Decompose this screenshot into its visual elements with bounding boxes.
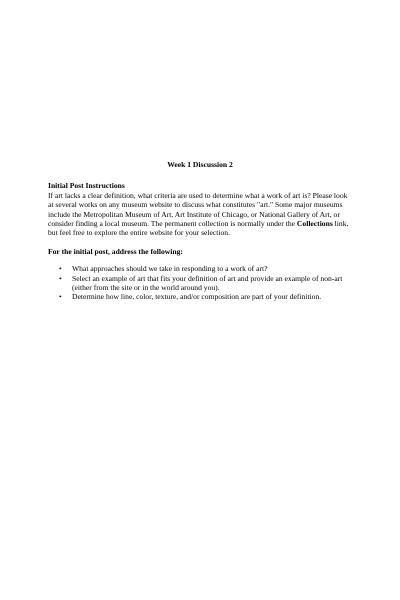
instructions-italic-word: is [302, 190, 308, 200]
instructions-text-part3: link, but feel free to explore the entire website for your selection. [48, 219, 349, 238]
collections-link-text: Collections [296, 219, 333, 229]
document-body [48, 160, 352, 302]
bullet-icon: • [59, 273, 62, 283]
bullet-icon: • [59, 292, 62, 302]
prompt-bullet-item [48, 292, 352, 301]
prompt-bullet-item [48, 264, 352, 273]
document-title: Week 1 Discussion 2 [167, 160, 233, 169]
prompt-bullet-item [48, 274, 352, 293]
bullet-icon: • [59, 264, 62, 274]
instructions-heading: Initial Post Instructions [48, 181, 125, 191]
prompt-bullet-text: Select an example of art that fits your definition of art and provide an example of non-art (either from the site or in the world around you). [72, 273, 343, 293]
prompt-bullet-list [48, 264, 352, 302]
instructions-text-part1: If art lacks a clear definition, what criteria are used to determine what a work of art [48, 190, 303, 200]
prompt-heading: For the initial post, address the following: [48, 246, 183, 256]
prompt-bullet-text: What approaches should we take in responding to a work of art? [72, 264, 268, 274]
instructions-text-part2: ? Please look at several works on any museum website to discuss what constitutes "art." Some major museums include the Metropolitan Museum of Art, Art Institute of Chicago, or National Gallery of Art, or consider finding a local museum. The permanent collection is normally under the [48, 190, 348, 229]
prompt-bullet-text: Determine how line, color, texture, and/or composition are part of your definition. [72, 292, 322, 302]
instructions-paragraph [48, 191, 352, 238]
